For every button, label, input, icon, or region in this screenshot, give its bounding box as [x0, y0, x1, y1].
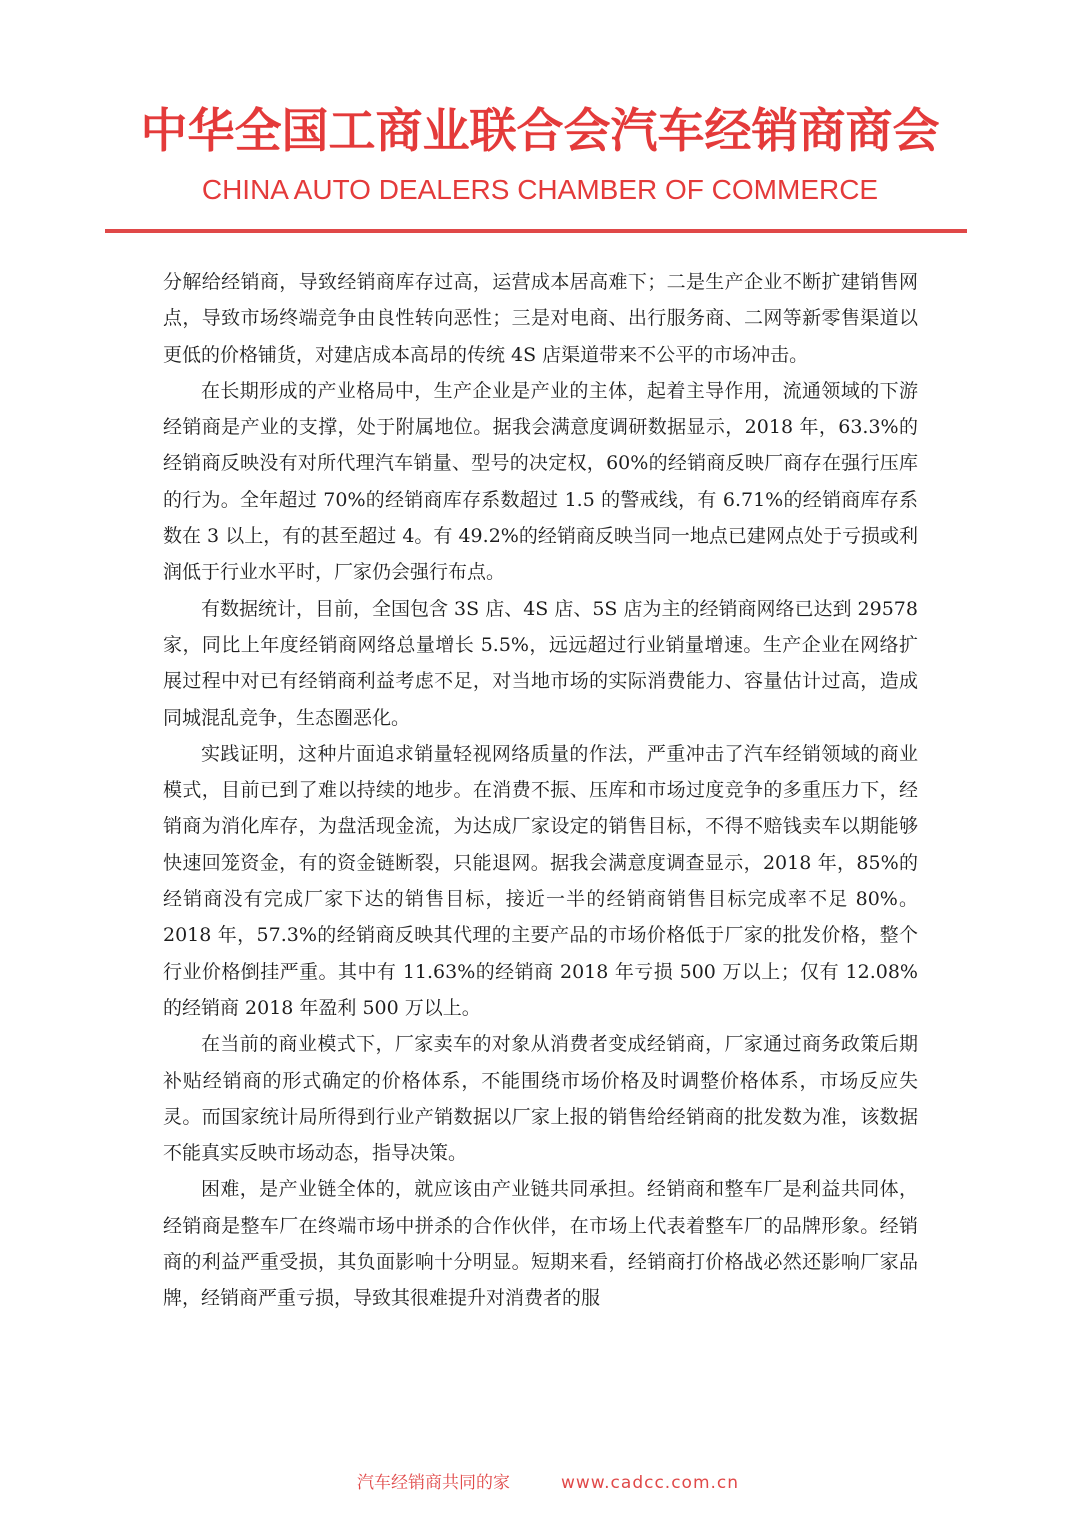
footer-slogan: 汽车经销商共同的家	[357, 1473, 510, 1493]
footer-website: www.cadcc.com.cn	[561, 1473, 740, 1493]
document-body	[163, 264, 918, 1317]
header-divider	[105, 229, 967, 233]
paragraph-4: 实践证明，这种片面追求销量轻视网络质量的作法，严重冲击了汽车经销领域的商业模式，目前已到了难以持续的地步。在消费不振、压库和市场过度竞争的多重压力下，经销商为消化库存，为盘活现金流，为达成厂家设定的销售目标，不得不赔钱卖车以期能够快速回笼资金，有的资金链断裂，只能退网。据我会满意度调查显示，2018 年，85%的经销商没有完成厂家下达的销售目标，接近一半的经销商销售目标完成率不足 80%。2018 年，57.3%的经销商反映其代理的主要产品的市场价格低于厂家的批发价格，整个行业价格倒挂严重。其中有 11.63%的经销商 2018 年亏损 500 万以上；仅有 12.08%的经销商 2018 年盈利 500 万以上。	[163, 742, 918, 1019]
chamber-name-chinese: 中华全国工商业联合会汽车经销商商会	[140, 104, 940, 159]
paragraph-1: 分解给经销商，导致经销商库存过高，运营成本居高难下；二是生产企业不断扩建销售网点，导致市场终端竞争由良性转向恶性；三是对电商、出行服务商、二网等新零售渠道以更低的价格铺货，对建店成本高昂的传统 4S 店渠道带来不公平的市场冲击。	[163, 271, 918, 366]
paragraph-2: 在长期形成的产业格局中，生产企业是产业的主体，起着主导作用，流通领域的下游经销商是产业的支撑，处于附属地位。据我会满意度调研数据显示，2018 年，63.3%的经销商反映没有对所代理汽车销量、型号的决定权，60%的经销商反映厂商存在强行压库的行为。全年超过 70%的经销商库存系数超过 1.5 的警戒线，有 6.71%的经销商库存系数在 3 以上，有的甚至超过 4。有 49.2%的经销商反映当同一地点已建网点处于亏损或利润低于行业水平时，厂家仍会强行布点。	[163, 379, 918, 584]
paragraph-6: 困难，是产业链全体的，就应该由产业链共同承担。经销商和整车厂是利益共同体，经销商是整车厂在终端市场中拼杀的合作伙伴，在市场上代表着整车厂的品牌形象。经销商的利益严重受损，其负面影响十分明显。短期来看，经销商打价格战必然还影响厂家品牌，经销商严重亏损，导致其很难提升对消费者的服	[163, 1178, 918, 1310]
paragraph-5: 在当前的商业模式下，厂家卖车的对象从消费者变成经销商，厂家通过商务政策后期补贴经销商的形式确定的价格体系，不能围绕市场价格及时调整价格体系，市场反应失灵。而国家统计局所得到行业产销数据以厂家上报的销售给经销商的批发数为准，该数据不能真实反映市场动态，指导决策。	[163, 1033, 918, 1165]
chamber-name-english: CHINA AUTO DEALERS CHAMBER OF COMMERCE	[201, 174, 879, 205]
paragraph-3: 有数据统计，目前，全国包含 3S 店、4S 店、5S 店为主的经销商网络已达到 29578 家，同比上年度经销商网络总量增长 5.5%，远远超过行业销量增速。生产企业在网络扩展过程中对已有经销商利益考虑不足，对当地市场的实际消费能力、容量估计过高，造成同城混乱竞争，生态圈恶化。	[163, 597, 918, 729]
